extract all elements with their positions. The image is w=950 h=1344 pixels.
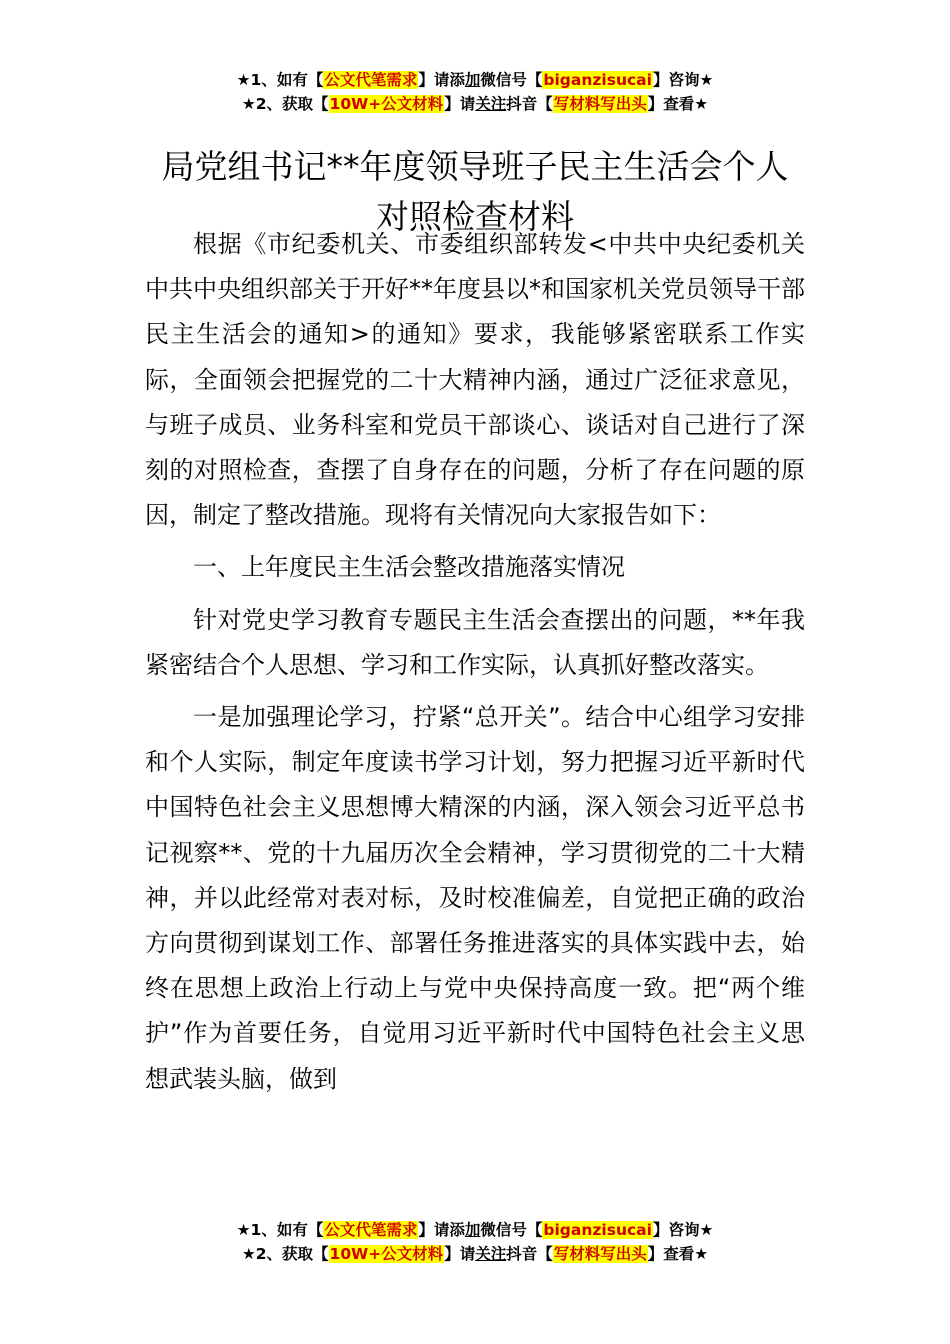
- ad-line-2: ★2、获取【10W+公文材料】请关注抖音【写材料写出头】查看★: [241, 1245, 709, 1263]
- paragraph: 一是加强理论学习，拧紧“总开关”。结合中心组学习安排和个人实际，制定年度读书学习计划，努力把握习近平新时代中国特色社会主义思想博大精深的内涵，深入领会习近平总书记视察**、党的十九届历次全会精神，学习贯彻党的二十大精神，并以此经常对表对标，及时校准偏差，自觉把正确的政治方向贯彻到谋划工作、部署任务推进落实的具体实践中去，始终在思想上政治上行动上与党中央保持高度一致。把“两个维护”作为首要任务，自觉用习近平新时代中国特色社会主义思想武装头脑，做到: [145, 703, 805, 1093]
- ad-line-1: ★1、如有【公文代笔需求】请添加微信号【biganzisucai】咨询★: [236, 1221, 714, 1239]
- paragraph-intro: 根据《市纪委机关、市委组织部转发<中共中央纪委机关中共中央组织部关于开好**年度县以*和国家机关党员领导干部民主生活会的通知>的通知》要求，我能够紧密联系工作实际，全面领会把握党的二十大精神内涵，通过广泛征求意见，与班子成员、业务科室和党员干部谈心、谈话对自己进行了深刻的对照检查，查摆了自身存在的问题，分析了存在问题的原因，制定了整改措施。现将有关情况向大家报告如下：: [145, 230, 805, 530]
- paragraph: 针对党史学习教育专题民主生活会查摆出的问题，**年我紧密结合个人思想、学习和工作实际，认真抓好整改落实。: [145, 605, 805, 679]
- ad-highlight: 公文代笔需求: [324, 1221, 418, 1239]
- section-heading: 一、上年度民主生活会整改措施落实情况: [193, 553, 625, 582]
- ad-line-1: ★1、如有【公文代笔需求】请添加微信号【biganzisucai】咨询★: [236, 71, 714, 89]
- ad-douyin-account: 写材料写出头: [553, 1245, 647, 1263]
- ad-highlight: 10W+公文材料: [329, 1245, 444, 1263]
- ad-line-2: ★2、获取【10W+公文材料】请关注抖音【写材料写出头】查看★: [241, 95, 709, 113]
- ad-highlight: 公文代笔需求: [324, 71, 418, 89]
- ad-banner-top: [0, 68, 950, 116]
- title-line-2: 对照检查材料: [376, 197, 574, 237]
- ad-banner-bottom: [0, 1218, 950, 1266]
- ad-wechat-id: biganzisucai: [543, 1221, 652, 1239]
- ad-douyin-account: 写材料写出头: [553, 95, 647, 113]
- ad-wechat-id: biganzisucai: [543, 71, 652, 89]
- ad-highlight: 10W+公文材料: [329, 95, 444, 113]
- title-line-1: 局党组书记**年度领导班子民主生活会个人: [161, 147, 789, 187]
- document-body: [145, 222, 805, 1102]
